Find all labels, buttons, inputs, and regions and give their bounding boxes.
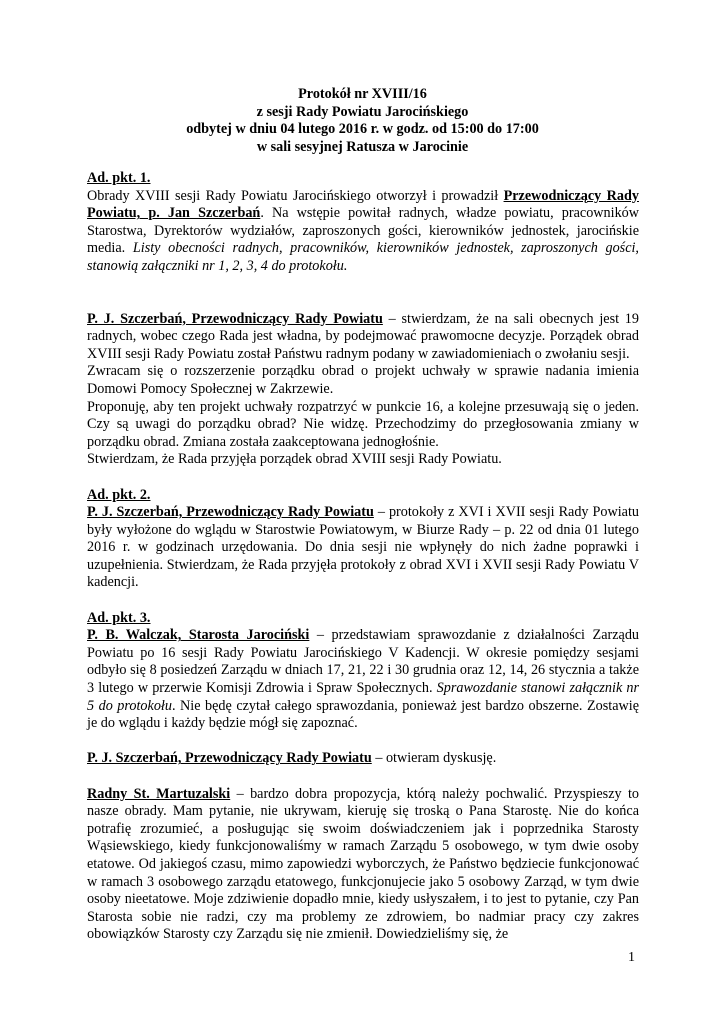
speaker-name: Przewodniczący Rady Powiatu, p. Jan Szczerbań <box>87 187 639 222</box>
agenda-point-1-paragraph <box>87 188 639 276</box>
statement-paragraph: Proponuję, aby ten projekt uchwały rozpatrzyć w punkcie 16, a kolejne przesuwają się o jeden. Czy są uwagi do porządku obrad? Nie widzę. Przechodzimy do przegłosowania zmiany w porządku obrad. Zmiana została zaakceptowana jednogłośnie. <box>87 398 639 450</box>
speaker-statement <box>87 627 639 733</box>
session-location: w sali sesyjnej Ratusza w Jarocinie <box>256 138 469 155</box>
speaker-statement <box>87 786 639 944</box>
statement-text: – przedstawiam sprawozdanie z działalności Zarządu Powiatu po 16 sesji Rady Powiatu Jarocińskiego V Kadencji. W okresie pomiędzy sesjami odbyło się 8 posiedzeń Zarządu w dniach 17, 21, 22 i 30 grudnia oraz 12, 14, 26 stycznia a także 3 lutego w przerwie Komisji Zdrowia i Spraw Społecznych. <box>87 627 640 697</box>
page-number: 1 <box>628 950 635 965</box>
statement-paragraph: Zwracam się o rozszerzenie porządku obrad o projekt uchwały w sprawie nadania imienia Domowi Pomocy Społecznej w Zakrzewie. <box>87 363 639 397</box>
speaker-statement <box>87 311 639 364</box>
statement-text: . Nie będę czytał całego sprawozdania, ponieważ jest bardzo obszerne. Zostawię je do wglądu i każdy będzie mógł się zapoznać. <box>87 697 639 732</box>
speaker-statement <box>87 504 639 592</box>
attachment-note: Sprawozdanie stanowi załącznik nr 5 do protokołu <box>87 680 640 714</box>
statement-text: – stwierdzam, że na sali obecnych jest 19 radnych, wobec czego Rada jest władna, by podejmować prawomocne decyzje. Porządek obrad XVIII sesji Rady Powiatu został Państwu radnym podany w zawiadomieniach o zwołaniu sesji. <box>87 310 639 362</box>
speaker-name: Radny St. Martuzalski <box>87 785 231 802</box>
agenda-point-1-heading: Ad. pkt. 1. <box>87 170 151 186</box>
speaker-statement <box>87 750 639 768</box>
paragraph-text: . Na wstępie powitał radnych, władze powiatu, pracowników Starostwa, Dyrektorów wydziałów, zaproszonych gości, kierowników jednostek, jarocińskie media. <box>87 205 640 257</box>
protocol-body <box>87 170 639 944</box>
agenda-point-2-heading: Ad. pkt. 2. <box>87 486 151 503</box>
statement-text: – bardzo dobra propozycja, którą należy pochwalić. Przyspieszy to nasze obrady. Mam pytanie, nie ukrywam, kieruję się troską o Pana Starostę. Nie do końca potrafię zrozumieć, a posługując się swoim doświadczeniem jak i poprzednika Starosty Wąsiewskiego, kiedy funkcjonowaliśmy w ramach Zarządu 5 osobowego, w tym dwie osoby etatowe. Od jakiegoś czasu, mimo zapowiedzi wyborczych, że Państwo będziecie funkcjonować w ramach 3 osobowego zarządu etatowego, funkcjonujecie jako 5 osobowy Zarząd, w tym dwie osoby nieetatowe. Moje zdziwienie dopadło mnie, kiedy usłyszałem, i to jest to pytanie, czy Pan Starosta sobie nie radzi, czy ma problemy ze zdrowiem, bo nadmiar pracy czy zakres obowiązków Starosty czy Zarządu się nie zmienił. Dowiedzieliśmy się, że <box>87 785 639 943</box>
protocol-title: Protokół nr XVIII/16 <box>298 86 427 102</box>
speaker-name: P. J. Szczerbań, Przewodniczący Rady Powiatu <box>87 504 374 521</box>
attachment-note: Listy obecności radnych, pracowników, kierowników jednostek, zaproszonych gości, stanowią załączniki nr 1, 2, 3, 4 do protokołu. <box>87 240 639 274</box>
paragraph-text: Obrady XVIII sesji Rady Powiatu Jarocińskiego otworzył i prowadził <box>87 187 504 204</box>
speaker-name: P. J. Szczerbań, Przewodniczący Rady Powiatu <box>87 750 372 767</box>
speaker-name: P. J. Szczerbań, Przewodniczący Rady Powiatu <box>87 310 383 327</box>
speaker-name: P. B. Walczak, Starosta Jarociński <box>87 627 310 644</box>
statement-text: – protokoły z XVI i XVII sesji Rady Powiatu były wyłożone do wglądu w Starostwie Powiatowym, w Biurze Rady – p. 22 od dnia 01 lutego 2016 r. w godzinach urzędowania. Do dnia sesji nie wpłynęły do nich żadne poprawki i uzupełnienia. Stwierdzam, że Rada przyjęła protokoły z obrad XVI i XVII sesji Rady Powiatu V kadencji. <box>87 504 639 591</box>
statement-text: – otwieram dyskusję. <box>371 750 497 767</box>
statement-paragraph: Stwierdzam, że Rada przyjęła porządek obrad XVIII sesji Rady Powiatu. <box>87 451 502 468</box>
protocol-header <box>0 86 725 156</box>
session-date: odbytej w dniu 04 lutego 2016 r. w godz. od 15:00 do 17:00 <box>186 121 539 138</box>
agenda-point-3-heading: Ad. pkt. 3. <box>87 609 151 626</box>
session-subtitle: z sesji Rady Powiatu Jarocińskiego <box>256 103 469 120</box>
